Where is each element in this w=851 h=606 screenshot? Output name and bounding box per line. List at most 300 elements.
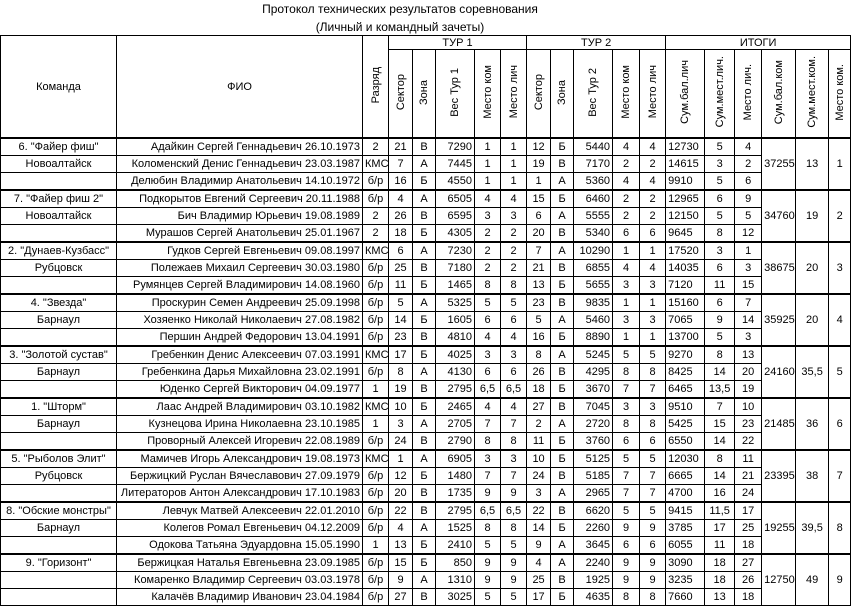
table-row bbox=[1, 433, 851, 451]
athlete-name: Гребенкина Дарья Михайловна 23.02.1991 bbox=[117, 364, 363, 381]
t2-place-team: 8 bbox=[613, 416, 640, 433]
place-ind-total: 27 bbox=[735, 554, 762, 572]
t1-weight: 2795 bbox=[436, 381, 475, 399]
t2-weight: 7170 bbox=[574, 156, 613, 173]
t1-place-ind: 7 bbox=[501, 468, 527, 485]
t2-place-ind: 9 bbox=[640, 572, 666, 589]
athlete-name: Одокова Татьяна Эдуардовна 15.05.1990 bbox=[117, 537, 363, 555]
t2-sector: 23 bbox=[527, 294, 551, 312]
rank: б/р bbox=[363, 468, 389, 485]
t2-zone: Б bbox=[551, 138, 574, 156]
sum-points-ind: 9510 bbox=[666, 398, 705, 416]
t2-weight: 10290 bbox=[574, 242, 613, 260]
athlete-name: Левчук Матвей Алексеевич 22.01.2010 bbox=[117, 502, 363, 520]
sum-points-ind: 5425 bbox=[666, 416, 705, 433]
sum-places-team: 35,5 bbox=[796, 346, 829, 398]
t2-zone: В bbox=[551, 156, 574, 173]
t1-place-team: 6 bbox=[475, 364, 501, 381]
rank: КМС bbox=[363, 242, 389, 260]
header-t1-sector: Сектор bbox=[389, 50, 413, 139]
t1-sector: 18 bbox=[389, 225, 413, 243]
team-cell-empty bbox=[1, 589, 117, 606]
athlete-name: Колегов Ромал Евгеньевич 04.12.2009 bbox=[117, 520, 363, 537]
team-cell-empty bbox=[1, 329, 117, 347]
place-team-total: 5 bbox=[829, 346, 851, 398]
t1-place-team: 5 bbox=[475, 589, 501, 606]
t2-place-team: 5 bbox=[613, 450, 640, 468]
t1-zone: А bbox=[413, 294, 436, 312]
table-row bbox=[1, 381, 851, 399]
table-row bbox=[1, 242, 851, 260]
t1-zone: Б bbox=[413, 277, 436, 295]
t1-weight: 4025 bbox=[436, 346, 475, 364]
t2-zone: А bbox=[551, 416, 574, 433]
t2-sector: 7 bbox=[527, 242, 551, 260]
t2-place-ind: 4 bbox=[640, 138, 666, 156]
t2-place-team: 4 bbox=[613, 138, 640, 156]
athlete-name: Литераторов Антон Александрович 17.10.1983 bbox=[117, 485, 363, 503]
t2-place-team: 3 bbox=[613, 398, 640, 416]
sum-points-team: 24160 bbox=[762, 346, 796, 398]
page-title: Протокол технических результатов соревнования bbox=[262, 2, 538, 16]
t1-place-team: 4 bbox=[475, 329, 501, 347]
athlete-name: Проскурин Семен Андреевич 25.09.1998 bbox=[117, 294, 363, 312]
sum-places-ind: 6 bbox=[705, 294, 735, 312]
sum-points-ind: 15160 bbox=[666, 294, 705, 312]
t2-place-team: 5 bbox=[613, 346, 640, 364]
team-name: 9. "Горизонт" bbox=[1, 554, 117, 572]
sum-points-team: 12750 bbox=[762, 554, 796, 606]
header-fio: ФИО bbox=[117, 36, 363, 139]
t2-weight: 8890 bbox=[574, 329, 613, 347]
table-row bbox=[1, 208, 851, 225]
t1-sector: 26 bbox=[389, 208, 413, 225]
t2-place-ind: 2 bbox=[640, 156, 666, 173]
t2-place-ind: 6 bbox=[640, 537, 666, 555]
athlete-name: Комаренко Владимир Сергеевич 03.03.1978 bbox=[117, 572, 363, 589]
table-row bbox=[1, 502, 851, 520]
t2-sector: 13 bbox=[527, 277, 551, 295]
sum-points-ind: 12150 bbox=[666, 208, 705, 225]
t2-place-team: 1 bbox=[613, 242, 640, 260]
t2-place-team: 9 bbox=[613, 554, 640, 572]
sum-places-ind: 8 bbox=[705, 450, 735, 468]
place-team-total: 6 bbox=[829, 398, 851, 450]
place-team-total: 4 bbox=[829, 294, 851, 346]
t2-place-team: 3 bbox=[613, 277, 640, 295]
table-row bbox=[1, 364, 851, 381]
t1-zone: А bbox=[413, 156, 436, 173]
t1-place-ind: 2 bbox=[501, 260, 527, 277]
athlete-name: Мурашов Сергей Анатольевич 25.01.1967 bbox=[117, 225, 363, 243]
place-ind-total: 24 bbox=[735, 485, 762, 503]
t2-weight: 2720 bbox=[574, 416, 613, 433]
t2-zone: В bbox=[551, 468, 574, 485]
t2-place-ind: 4 bbox=[640, 173, 666, 191]
t1-sector: 3 bbox=[389, 416, 413, 433]
header-sum-places-ind: Сум.мест.лич. bbox=[705, 50, 735, 139]
athlete-name: Румянцев Сергей Владимирович 14.08.1960 bbox=[117, 277, 363, 295]
t1-zone: Б bbox=[413, 554, 436, 572]
place-ind-total: 19 bbox=[735, 381, 762, 399]
t1-place-ind: 1 bbox=[501, 138, 527, 156]
t1-place-ind: 7 bbox=[501, 416, 527, 433]
rank: 2 bbox=[363, 225, 389, 243]
place-ind-total: 4 bbox=[735, 138, 762, 156]
t2-weight: 2965 bbox=[574, 485, 613, 503]
header-place-ind-total: Место лич. bbox=[735, 50, 762, 139]
t2-place-team: 6 bbox=[613, 433, 640, 451]
t1-weight: 4305 bbox=[436, 225, 475, 243]
t2-weight: 6855 bbox=[574, 260, 613, 277]
t2-place-team: 9 bbox=[613, 520, 640, 537]
sum-places-ind: 13,5 bbox=[705, 381, 735, 399]
t2-sector: 17 bbox=[527, 589, 551, 606]
t2-sector: 27 bbox=[527, 398, 551, 416]
t1-sector: 5 bbox=[389, 294, 413, 312]
rank: КМС bbox=[363, 450, 389, 468]
t1-place-ind: 6,5 bbox=[501, 381, 527, 399]
sum-points-ind: 7065 bbox=[666, 312, 705, 329]
place-ind-total: 14 bbox=[735, 312, 762, 329]
t1-place-team: 5 bbox=[475, 537, 501, 555]
place-ind-total: 2 bbox=[735, 156, 762, 173]
t2-zone: В bbox=[551, 225, 574, 243]
athlete-name: Проворный Алексей Игоревич 22.08.1989 bbox=[117, 433, 363, 451]
t2-place-ind: 1 bbox=[640, 294, 666, 312]
rank: 2 bbox=[363, 138, 389, 156]
table-row bbox=[1, 156, 851, 173]
t2-place-ind: 3 bbox=[640, 277, 666, 295]
t2-sector: 19 bbox=[527, 156, 551, 173]
team-cell-empty bbox=[1, 537, 117, 555]
place-ind-total: 11 bbox=[735, 450, 762, 468]
team-cell-empty bbox=[1, 381, 117, 399]
t2-sector: 21 bbox=[527, 260, 551, 277]
table-row bbox=[1, 468, 851, 485]
rank: б/р bbox=[363, 294, 389, 312]
sum-places-team: 19 bbox=[796, 190, 829, 242]
t2-sector: 5 bbox=[527, 312, 551, 329]
athlete-name: Лаас Андрей Владимирович 03.10.1982 bbox=[117, 398, 363, 416]
t2-zone: Б bbox=[551, 277, 574, 295]
t1-weight: 2410 bbox=[436, 537, 475, 555]
t2-weight: 5555 bbox=[574, 208, 613, 225]
t2-place-team: 2 bbox=[613, 208, 640, 225]
place-team-total: 1 bbox=[829, 138, 851, 190]
t1-place-ind: 6 bbox=[501, 312, 527, 329]
t1-zone: А bbox=[413, 520, 436, 537]
place-ind-total: 23 bbox=[735, 416, 762, 433]
t2-place-ind: 2 bbox=[640, 208, 666, 225]
rank: б/р bbox=[363, 520, 389, 537]
table-row bbox=[1, 190, 851, 208]
header-totals: ИТОГИ bbox=[666, 36, 851, 50]
table-row bbox=[1, 450, 851, 468]
team-cell-empty bbox=[1, 173, 117, 191]
t1-sector: 13 bbox=[389, 537, 413, 555]
t1-zone: В bbox=[413, 208, 436, 225]
t2-weight: 5185 bbox=[574, 468, 613, 485]
t1-weight: 6905 bbox=[436, 450, 475, 468]
athlete-name: Калачёв Владимир Иванович 23.04.1984 bbox=[117, 589, 363, 606]
team-city: Барнаул bbox=[1, 312, 117, 329]
t2-zone: Б bbox=[551, 329, 574, 347]
t1-sector: 9 bbox=[389, 572, 413, 589]
t1-sector: 22 bbox=[389, 502, 413, 520]
t1-place-team: 8 bbox=[475, 277, 501, 295]
t1-zone: В bbox=[413, 502, 436, 520]
sum-places-ind: 15 bbox=[705, 416, 735, 433]
t2-zone: А bbox=[551, 554, 574, 572]
t2-place-ind: 9 bbox=[640, 520, 666, 537]
t2-sector: 25 bbox=[527, 572, 551, 589]
athlete-name: Полежаев Михаил Сергеевич 30.03.1980 bbox=[117, 260, 363, 277]
place-ind-total: 7 bbox=[735, 294, 762, 312]
t1-place-ind: 1 bbox=[501, 156, 527, 173]
t2-place-team: 6 bbox=[613, 537, 640, 555]
sum-places-ind: 13 bbox=[705, 589, 735, 606]
sum-places-team: 20 bbox=[796, 294, 829, 346]
athlete-name: Хозяенко Николай Николаевич 27.08.1982 bbox=[117, 312, 363, 329]
t2-place-team: 3 bbox=[613, 312, 640, 329]
t1-zone: В bbox=[413, 329, 436, 347]
place-ind-total: 3 bbox=[735, 260, 762, 277]
t2-zone: Б bbox=[551, 450, 574, 468]
t2-place-ind: 1 bbox=[640, 242, 666, 260]
t1-sector: 8 bbox=[389, 364, 413, 381]
t2-sector: 10 bbox=[527, 450, 551, 468]
rank: б/р bbox=[363, 173, 389, 191]
sum-places-ind: 14 bbox=[705, 433, 735, 451]
t1-place-team: 7 bbox=[475, 468, 501, 485]
sum-places-ind: 11,5 bbox=[705, 502, 735, 520]
team-name: 7. "Файер фиш 2" bbox=[1, 190, 117, 208]
t2-weight: 4295 bbox=[574, 364, 613, 381]
t1-place-ind: 1 bbox=[501, 173, 527, 191]
table-row bbox=[1, 346, 851, 364]
table-row bbox=[1, 537, 851, 555]
t1-weight: 4810 bbox=[436, 329, 475, 347]
table-row bbox=[1, 225, 851, 243]
sum-places-ind: 6 bbox=[705, 190, 735, 208]
t2-zone: В bbox=[551, 398, 574, 416]
t2-place-ind: 5 bbox=[640, 346, 666, 364]
sum-places-ind: 9 bbox=[705, 312, 735, 329]
table-row bbox=[1, 416, 851, 433]
sum-points-ind: 17520 bbox=[666, 242, 705, 260]
t1-weight: 7445 bbox=[436, 156, 475, 173]
t1-place-ind: 9 bbox=[501, 554, 527, 572]
place-ind-total: 22 bbox=[735, 433, 762, 451]
t2-weight: 2260 bbox=[574, 520, 613, 537]
t1-place-team: 3 bbox=[475, 346, 501, 364]
rank: б/р bbox=[363, 277, 389, 295]
sum-places-ind: 11 bbox=[705, 277, 735, 295]
t2-weight: 7045 bbox=[574, 398, 613, 416]
table-row bbox=[1, 398, 851, 416]
header-sum-points-team: Сум.бал.ком bbox=[762, 50, 796, 139]
team-cell-empty bbox=[1, 277, 117, 295]
t2-place-team: 1 bbox=[613, 294, 640, 312]
sum-points-ind: 9270 bbox=[666, 346, 705, 364]
t1-zone: А bbox=[413, 190, 436, 208]
t1-place-ind: 5 bbox=[501, 537, 527, 555]
sum-places-ind: 5 bbox=[705, 329, 735, 347]
t1-place-team: 3 bbox=[475, 450, 501, 468]
t2-zone: В bbox=[551, 572, 574, 589]
t1-place-team: 8 bbox=[475, 520, 501, 537]
t1-weight: 2790 bbox=[436, 433, 475, 451]
t1-place-ind: 8 bbox=[501, 520, 527, 537]
t2-weight: 3645 bbox=[574, 537, 613, 555]
sum-points-ind: 12965 bbox=[666, 190, 705, 208]
header-tour2: ТУР 2 bbox=[527, 36, 666, 50]
team-city: Барнаул bbox=[1, 364, 117, 381]
team-name: 6. "Файер фиш" bbox=[1, 138, 117, 156]
t2-place-ind: 2 bbox=[640, 190, 666, 208]
t1-place-ind: 9 bbox=[501, 572, 527, 589]
sum-points-ind: 4700 bbox=[666, 485, 705, 503]
team-name: 2. "Дунаев-Кузбасс" bbox=[1, 242, 117, 260]
sum-places-ind: 18 bbox=[705, 554, 735, 572]
rank: КМС bbox=[363, 398, 389, 416]
t2-place-ind: 7 bbox=[640, 485, 666, 503]
t2-sector: 8 bbox=[527, 346, 551, 364]
t2-weight: 5340 bbox=[574, 225, 613, 243]
t1-place-team: 9 bbox=[475, 554, 501, 572]
sum-places-ind: 8 bbox=[705, 225, 735, 243]
place-ind-total: 21 bbox=[735, 468, 762, 485]
t1-place-ind: 3 bbox=[501, 208, 527, 225]
t1-weight: 2465 bbox=[436, 398, 475, 416]
header-t1-place-team: Место ком bbox=[475, 50, 501, 139]
t2-zone: А bbox=[551, 173, 574, 191]
sum-points-ind: 8425 bbox=[666, 364, 705, 381]
t1-sector: 23 bbox=[389, 329, 413, 347]
t2-weight: 3760 bbox=[574, 433, 613, 451]
t1-place-ind: 3 bbox=[501, 346, 527, 364]
t2-sector: 20 bbox=[527, 225, 551, 243]
t1-sector: 10 bbox=[389, 398, 413, 416]
t1-sector: 4 bbox=[389, 520, 413, 537]
t1-zone: В bbox=[413, 433, 436, 451]
rank: 2 bbox=[363, 208, 389, 225]
t1-sector: 19 bbox=[389, 381, 413, 399]
sum-points-ind: 3235 bbox=[666, 572, 705, 589]
team-city bbox=[1, 572, 117, 589]
t1-place-team: 2 bbox=[475, 260, 501, 277]
athlete-name: Коломенский Денис Геннадьевич 23.03.1987 bbox=[117, 156, 363, 173]
t2-sector: 18 bbox=[527, 381, 551, 399]
table-row bbox=[1, 294, 851, 312]
t2-zone: А bbox=[551, 346, 574, 364]
t2-place-ind: 5 bbox=[640, 502, 666, 520]
team-name: 3. "Золотой сустав" bbox=[1, 346, 117, 364]
place-ind-total: 26 bbox=[735, 572, 762, 589]
rank: б/р bbox=[363, 364, 389, 381]
place-ind-total: 6 bbox=[735, 173, 762, 191]
header-sum-places-team: Сум.мест.ком. bbox=[796, 50, 829, 139]
sum-places-ind: 18 bbox=[705, 572, 735, 589]
t2-sector: 11 bbox=[527, 433, 551, 451]
place-ind-total: 10 bbox=[735, 398, 762, 416]
t1-sector: 17 bbox=[389, 346, 413, 364]
t1-sector: 7 bbox=[389, 156, 413, 173]
sum-points-ind: 3090 bbox=[666, 554, 705, 572]
t1-place-team: 1 bbox=[475, 138, 501, 156]
t1-sector: 20 bbox=[389, 485, 413, 503]
t1-weight: 4130 bbox=[436, 364, 475, 381]
t1-place-ind: 5 bbox=[501, 589, 527, 606]
rank: 1 bbox=[363, 381, 389, 399]
header-t1-weight: Вес Тур 1 bbox=[436, 50, 475, 139]
t1-sector: 27 bbox=[389, 589, 413, 606]
t1-zone: Б bbox=[413, 346, 436, 364]
t2-weight: 5460 bbox=[574, 312, 613, 329]
t2-sector: 9 bbox=[527, 537, 551, 555]
t1-zone: В bbox=[413, 138, 436, 156]
sum-places-ind: 5 bbox=[705, 208, 735, 225]
sum-points-ind: 7660 bbox=[666, 589, 705, 606]
t1-place-team: 1 bbox=[475, 173, 501, 191]
athlete-name: Мамичев Игорь Александрович 19.08.1973 bbox=[117, 450, 363, 468]
athlete-name: Бич Владимир Юрьевич 19.08.1989 bbox=[117, 208, 363, 225]
sum-places-team: 20 bbox=[796, 242, 829, 294]
team-city: Рубцовск bbox=[1, 468, 117, 485]
place-ind-total: 18 bbox=[735, 537, 762, 555]
t1-place-ind: 6 bbox=[501, 364, 527, 381]
t2-place-team: 8 bbox=[613, 589, 640, 606]
t2-sector: 1 bbox=[527, 173, 551, 191]
t2-sector: 22 bbox=[527, 502, 551, 520]
place-team-total: 9 bbox=[829, 554, 851, 606]
team-name: 8. "Обские монстры" bbox=[1, 502, 117, 520]
t1-place-team: 2 bbox=[475, 242, 501, 260]
t2-place-team: 7 bbox=[613, 381, 640, 399]
t1-place-ind: 6,5 bbox=[501, 502, 527, 520]
t1-weight: 1480 bbox=[436, 468, 475, 485]
sum-points-ind: 12030 bbox=[666, 450, 705, 468]
t1-weight: 1465 bbox=[436, 277, 475, 295]
t1-place-team: 4 bbox=[475, 398, 501, 416]
sum-places-team: 36 bbox=[796, 398, 829, 450]
t1-weight: 1735 bbox=[436, 485, 475, 503]
team-name: 1. "Шторм" bbox=[1, 398, 117, 416]
t2-zone: Б bbox=[551, 589, 574, 606]
t1-zone: Б bbox=[413, 173, 436, 191]
t2-place-team: 8 bbox=[613, 364, 640, 381]
t2-zone: А bbox=[551, 537, 574, 555]
sum-places-ind: 14 bbox=[705, 364, 735, 381]
t1-place-team: 6,5 bbox=[475, 381, 501, 399]
team-cell-empty bbox=[1, 485, 117, 503]
place-ind-total: 25 bbox=[735, 520, 762, 537]
t2-sector: 16 bbox=[527, 329, 551, 347]
header-t2-sector: Сектор bbox=[527, 50, 551, 139]
t1-weight: 6595 bbox=[436, 208, 475, 225]
t2-place-team: 2 bbox=[613, 190, 640, 208]
t1-place-team: 6 bbox=[475, 312, 501, 329]
t1-place-team: 2 bbox=[475, 225, 501, 243]
t2-weight: 4635 bbox=[574, 589, 613, 606]
sum-points-ind: 13700 bbox=[666, 329, 705, 347]
sum-places-ind: 7 bbox=[705, 398, 735, 416]
table-row bbox=[1, 329, 851, 347]
sum-places-ind: 5 bbox=[705, 138, 735, 156]
t2-weight: 9835 bbox=[574, 294, 613, 312]
sum-places-ind: 6 bbox=[705, 260, 735, 277]
